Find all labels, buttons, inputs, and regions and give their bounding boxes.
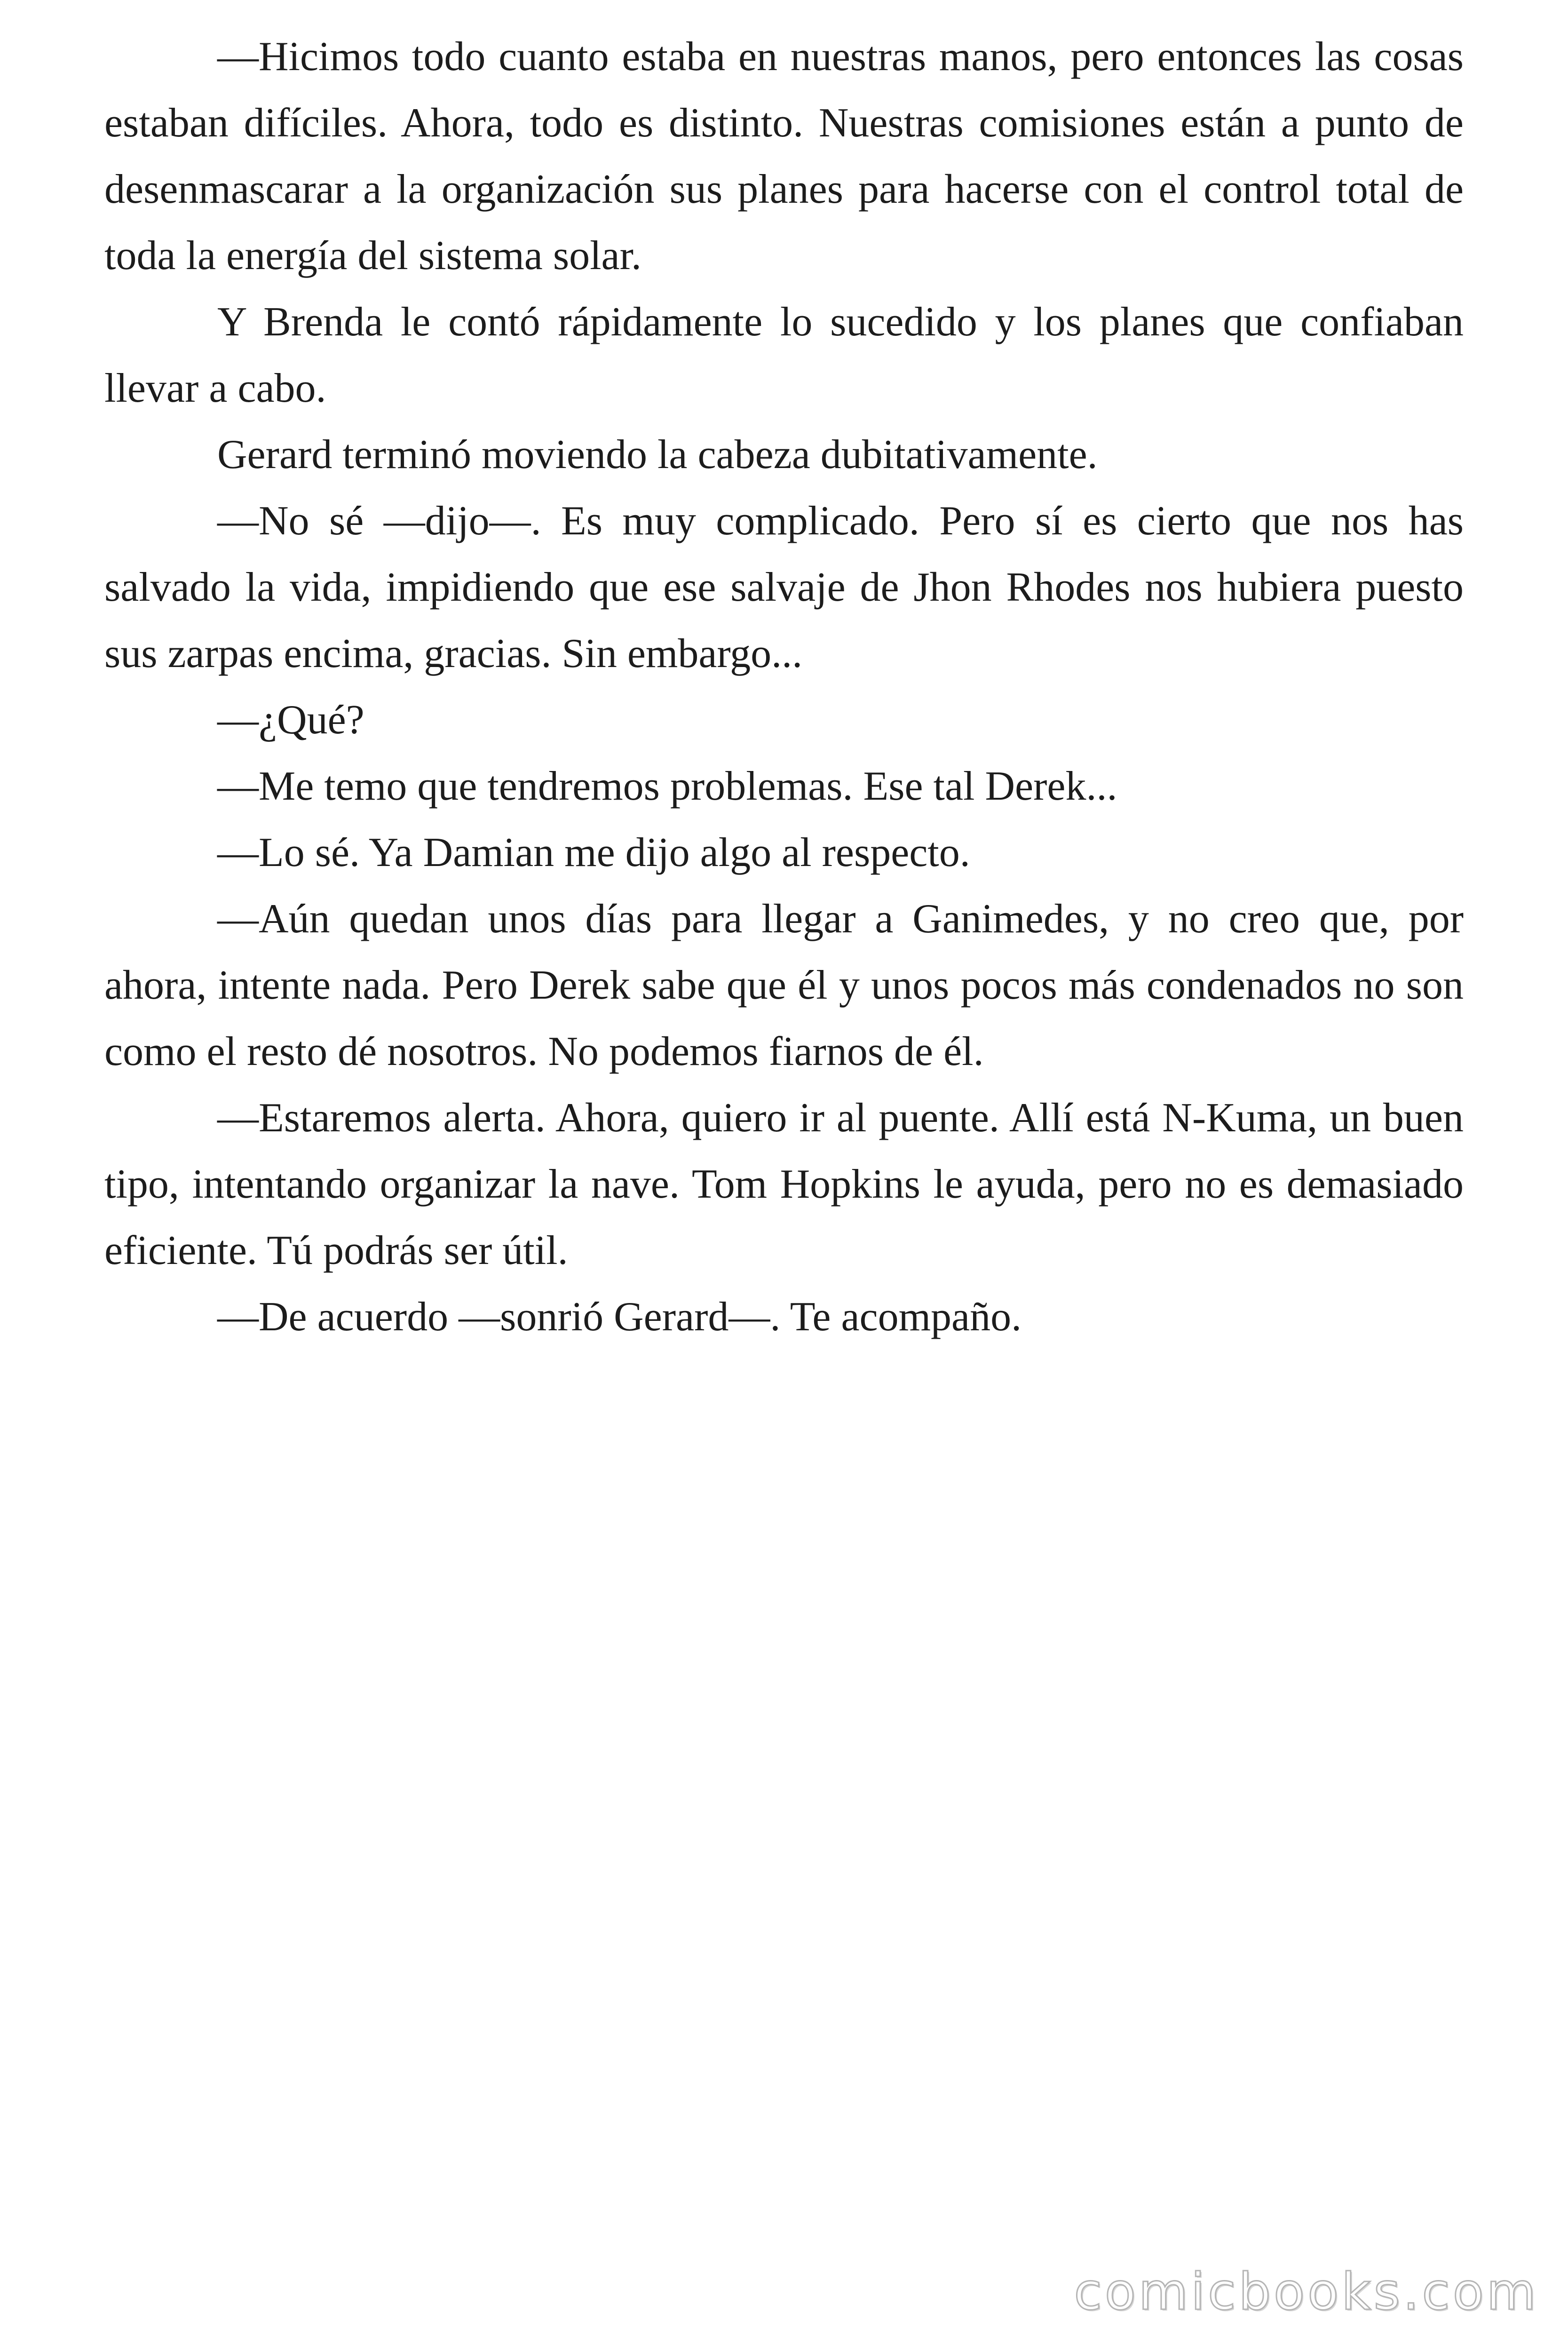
paragraph: —Aún quedan unos días para llegar a Ganimedes, y no creo que, por ahora, intente nada. Pero Derek sabe que él y unos pocos más condenados no son como el resto dé nosotros. No podemos fiarnos de él. (104, 896, 1464, 1074)
paragraph: —Hicimos todo cuanto estaba en nuestras manos, pero entonces las cosas estaban difíciles. Ahora, todo es distinto. Nuestras comisiones están a punto de desenmascarar a la organización sus planes para hacerse con el control total de toda la energía del sistema solar. (104, 34, 1464, 278)
paragraph: Gerard terminó moviendo la cabeza dubitativamente. (217, 432, 1098, 477)
paragraph: Y Brenda le contó rápidamente lo sucedido y los planes que confiaban llevar a cabo. (104, 299, 1464, 411)
paragraph: —Lo sé. Ya Damian me dijo algo al respecto. (217, 830, 970, 875)
paragraph: —¿Qué? (217, 697, 364, 743)
paragraph: —Estaremos alerta. Ahora, quiero ir al puente. Allí está N-Kuma, un buen tipo, intentando organizar la nave. Tom Hopkins le ayuda, pero no es demasiado eficiente. Tú podrás ser útil. (104, 1095, 1464, 1273)
document-page (104, 24, 1464, 1350)
paragraph: —No sé —dijo—. Es muy complicado. Pero sí es cierto que nos has salvado la vida, impidiendo que ese salvaje de Jhon Rhodes nos hubiera puesto sus zarpas encima, gracias. Sin embargo... (104, 498, 1464, 676)
watermark-logo: comicbooks.com (1074, 2263, 1539, 2321)
paragraph: —De acuerdo —sonrió Gerard—. Te acompaño. (217, 1294, 1022, 1340)
paragraph: —Me temo que tendremos problemas. Ese tal Derek... (217, 763, 1117, 809)
